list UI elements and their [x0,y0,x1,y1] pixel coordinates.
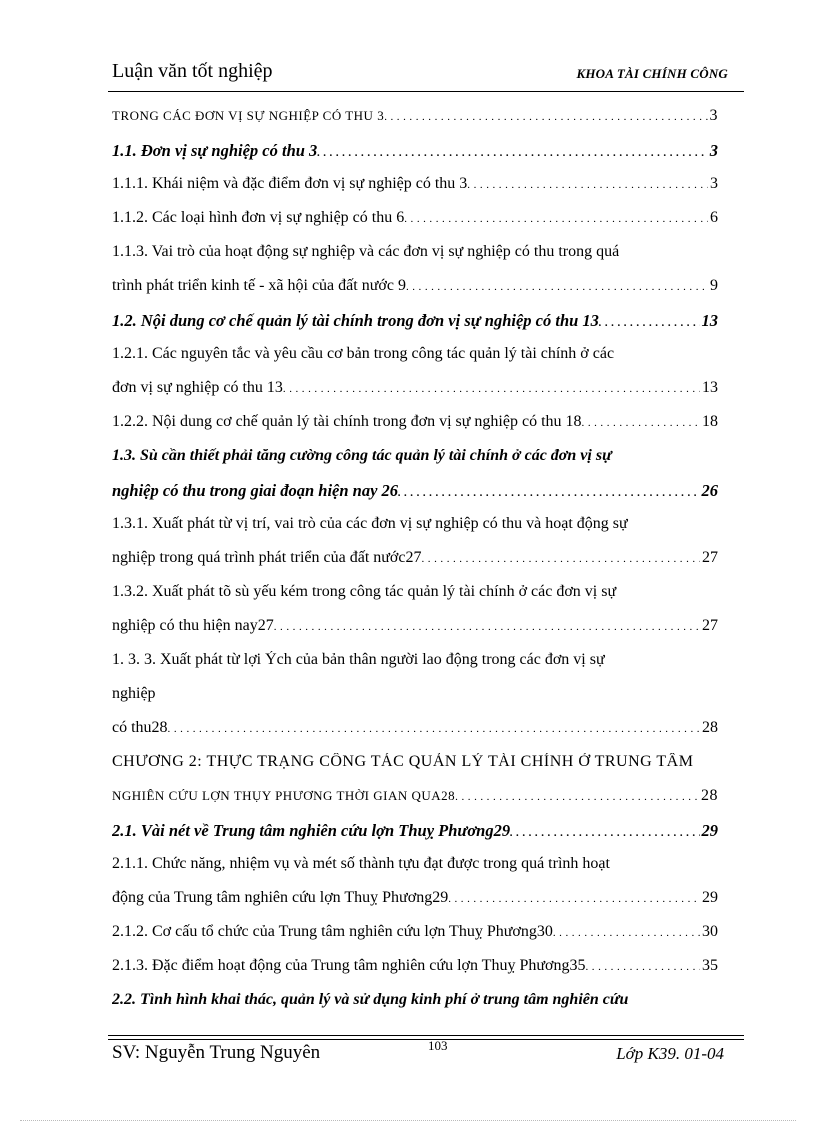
toc-leader-dots [467,179,708,191]
toc-entry-title: 2.1. Vài nét về Trung tâm nghiên cứu lợn Thuỵ Phương29 [112,821,511,840]
toc-entry [112,209,718,243]
toc-entry-title: nghiệp có thu hiện nay27 [112,617,274,634]
toc-entry-page: 13 [702,379,718,396]
toc-leader-dots [553,927,700,939]
toc-entry-page: 3 [709,107,718,124]
toc-entry-title: 2.1.1. Chức năng, nhiệm vụ và mét số thành tựu đạt được trong quá trình hoạt [112,855,610,872]
toc-leader-dots [283,383,700,395]
toc-entry [112,889,718,923]
toc-entry [112,515,718,549]
toc-entry [112,481,718,515]
toc-entry-page: 35 [702,957,718,974]
table-of-contents [112,107,718,1025]
toc-entry [112,923,718,957]
toc-entry-title: 2.1.3. Đặc điểm hoạt động của Trung tâm nghiên cứu lợn Thuỵ Phương35 [112,957,586,974]
toc-entry [112,685,718,719]
toc-entry [112,651,718,685]
toc-entry [112,583,718,617]
toc-leader-dots [384,111,707,123]
toc-entry-page: 9 [710,277,718,294]
toc-entry [112,311,718,345]
toc-entry-title: TRONG CÁC ĐƠN VỊ SỰ NGHIỆP CÓ THU 3 [112,108,385,123]
footer-rule [108,1035,744,1036]
toc-entry [112,991,718,1025]
toc-entry-page: 27 [702,549,718,566]
toc-entry [112,345,718,379]
toc-entry-title: CHƯƠNG 2: THỰC TRẠNG CÔNG TÁC QUẢN LÝ TÀI CHÍNH Ở TRUNG TÂM [112,753,694,770]
toc-entry [112,719,718,753]
toc-entry-title: 1.2. Nội dung cơ chế quản lý tài chính trong đơn vị sự nghiệp có thu 13 [112,311,599,330]
toc-entry-title: 1. 3. 3. Xuất phát từ lợi Ých của bản thân người lao động trong các đơn vị sự [112,651,605,668]
header-title: Luận văn tốt nghiệp [112,60,273,82]
toc-entry-title: NGHIÊN CỨU LỢN THỤY PHƯƠNG THỜI GIAN QUA28 [112,788,456,803]
toc-entry [112,107,718,141]
toc-leader-dots [455,791,699,803]
toc-entry [112,413,718,447]
toc-entry-title: 1.1.3. Vai trò của hoạt động sự nghiệp và các đơn vị sự nghiệp có thu trong quá [112,243,620,260]
toc-entry [112,855,718,889]
toc-leader-dots [404,213,708,225]
toc-entry [112,379,718,413]
footer-student: SV: Nguyễn Trung Nguyên [112,1042,321,1063]
toc-leader-dots [168,723,700,735]
toc-entry [112,957,718,991]
toc-entry-page: 28 [702,719,718,736]
toc-leader-dots [582,417,700,429]
toc-entry-page: 3 [710,175,718,192]
toc-entry [112,787,718,821]
toc-leader-dots [398,487,699,499]
toc-leader-dots [274,621,700,633]
toc-entry-title: 1.2.2. Nội dung cơ chế quản lý tài chính trong đơn vị sự nghiệp có thu 18 [112,413,582,430]
toc-entry-page: 27 [702,617,718,634]
toc-entry-page: 13 [701,311,718,330]
toc-entry-page: 29 [702,889,718,906]
toc-entry [112,447,718,481]
toc-entry-page: 3 [709,141,718,160]
toc-entry-title: nghiệp trong quá trình phát triển của đất nước27 [112,549,422,566]
toc-entry-page: 18 [702,413,718,430]
toc-entry-page: 29 [701,821,718,840]
page-edge-dotted-line [20,1120,796,1121]
toc-leader-dots [448,893,700,905]
footer-rule-double [108,1039,744,1040]
toc-entry [112,617,718,651]
toc-entry-title: nghiệp [112,685,156,702]
toc-entry [112,277,718,311]
toc-entry-title: 1.1.2. Các loại hình đơn vị sự nghiệp có thu 6 [112,209,405,226]
toc-entry-title: 1.3.1. Xuất phát từ vị trí, vai trò của các đơn vị sự nghiệp có thu và hoạt động sự [112,515,628,532]
toc-entry [112,141,718,175]
toc-entry-title: nghiệp có thu trong giai đoạn hiện nay 26 [112,481,399,500]
toc-entry-title: có thu28 [112,719,168,736]
page-number: 103 [428,1038,448,1053]
toc-entry [112,821,718,855]
toc-leader-dots [510,827,699,839]
toc-entry-title: 1.1. Đơn vị sự nghiệp có thu 3 [112,141,318,160]
header-rule [108,91,744,92]
toc-entry-page: 30 [702,923,718,940]
toc-entry [112,243,718,277]
toc-entry-title: trình phát triển kinh tế - xã hội của đất nước 9 [112,277,406,294]
toc-entry-title: đơn vị sự nghiệp có thu 13 [112,379,283,396]
toc-leader-dots [406,281,708,293]
toc-leader-dots [599,317,700,329]
toc-entry [112,549,718,583]
toc-entry-page: 26 [701,481,718,500]
toc-entry-title: 1.3.2. Xuất phát tõ sù yếu kém trong công tác quản lý tài chính ở các đơn vị sự [112,583,617,600]
toc-entry-page: 6 [710,209,718,226]
toc-entry-page: 28 [701,787,718,804]
toc-entry-title: 1.1.1. Khái niệm và đặc điểm đơn vị sự nghiệp có thu 3 [112,175,468,192]
toc-entry-title: động của Trung tâm nghiên cứu lợn Thuỵ Phương29 [112,889,449,906]
toc-leader-dots [422,553,701,565]
toc-leader-dots [585,961,700,973]
toc-entry-title: 2.1.2. Cơ cấu tổ chức của Trung tâm nghiên cứu lợn Thuỵ Phương30 [112,923,553,940]
header-department: KHOA TÀI CHÍNH CÔNG [576,66,728,81]
toc-entry [112,175,718,209]
toc-entry [112,753,718,787]
toc-entry-title: 1.2.1. Các nguyên tắc và yêu cầu cơ bản trong công tác quản lý tài chính ở các [112,345,615,362]
toc-entry-title: 1.3. Sù cần thiết phải tăng cường công tác quản lý tài chính ở các đơn vị sự [112,447,612,464]
footer-class: Lớp K39. 01-04 [616,1044,724,1063]
toc-entry-title: 2.2. Tình hình khai thác, quản lý và sử dụng kinh phí ở trung tâm nghiên cứu [112,991,629,1008]
toc-leader-dots [317,147,707,159]
